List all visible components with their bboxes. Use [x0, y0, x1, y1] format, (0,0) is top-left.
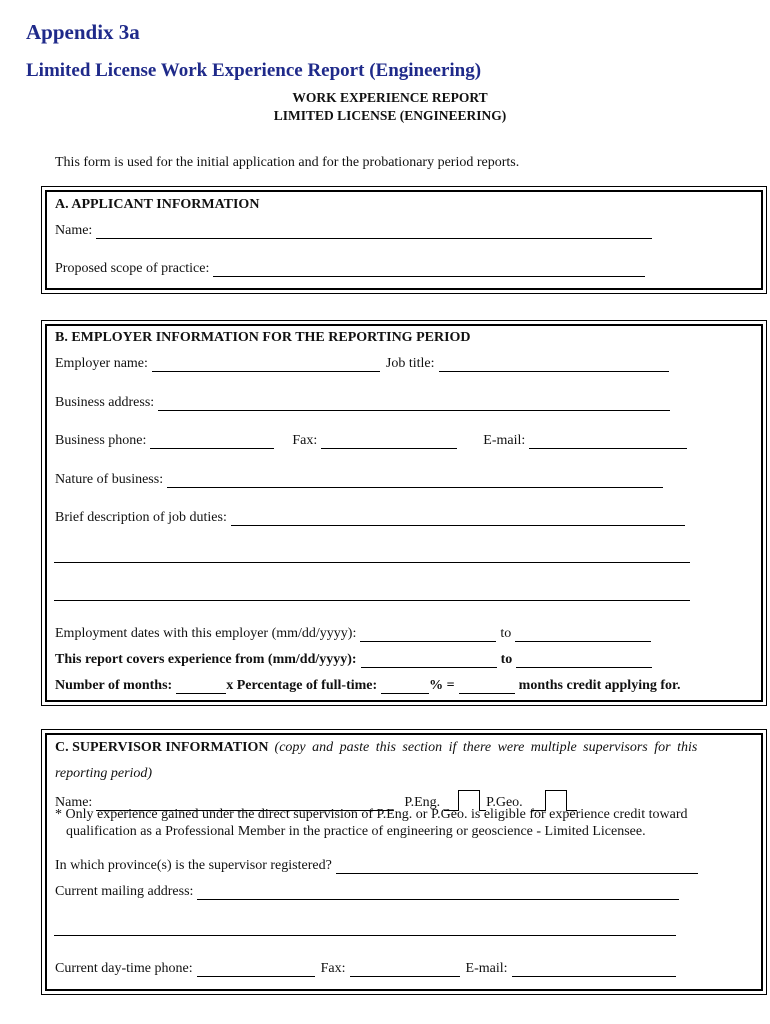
- nature-field[interactable]: [167, 473, 663, 488]
- supervisor-name-label: Name:: [55, 795, 93, 810]
- section-c-title-row: [55, 740, 697, 756]
- mailing-field[interactable]: [197, 885, 679, 900]
- peng-label: P.Eng.: [404, 795, 441, 810]
- applicant-name-label: Name:: [55, 223, 93, 238]
- section-c-title: C. SUPERVISOR INFORMATION: [55, 740, 269, 755]
- employer-name-field[interactable]: [152, 357, 380, 372]
- employment-to-label: to: [500, 626, 512, 641]
- business-email-field[interactable]: [529, 434, 687, 449]
- scope-row: [55, 261, 645, 277]
- covers-from-field[interactable]: [361, 653, 497, 668]
- duties-field-3[interactable]: [54, 600, 690, 601]
- phone-row: [55, 433, 687, 449]
- pgeo-label: P.Geo.: [486, 795, 523, 810]
- covers-to-field[interactable]: [516, 653, 652, 668]
- months-row: [55, 678, 680, 694]
- employment-from-field[interactable]: [360, 627, 496, 642]
- credit-field[interactable]: [459, 679, 515, 694]
- business-fax-field[interactable]: [321, 434, 457, 449]
- covers-to-label: to: [500, 652, 513, 667]
- nature-row: [55, 472, 663, 488]
- employment-dates-label: Employment dates with this employer (mm/dd/yyyy):: [55, 626, 357, 641]
- business-address-label: Business address:: [55, 395, 155, 410]
- covers-row: [55, 652, 652, 668]
- duties-row: [55, 510, 685, 526]
- intro-text: This form is used for the initial application and for the probationary period reports.: [55, 155, 520, 170]
- address-row: [55, 395, 670, 411]
- percentage-field[interactable]: [381, 679, 429, 694]
- employer-row: [55, 356, 669, 372]
- appendix-heading: Appendix 3a: [26, 20, 140, 44]
- job-title-field[interactable]: [439, 357, 669, 372]
- supervisor-phone-label: Current day-time phone:: [55, 961, 193, 976]
- center-title-line1: WORK EXPERIENCE REPORT: [292, 90, 488, 105]
- supervisor-fax-field[interactable]: [350, 962, 460, 977]
- covers-label: This report covers experience from (mm/dd/yyyy):: [55, 652, 357, 667]
- business-phone-label: Business phone:: [55, 433, 147, 448]
- job-title-label: Job title:: [385, 356, 435, 371]
- months-field[interactable]: [176, 679, 226, 694]
- supervisor-phone-row: [55, 961, 676, 977]
- section-c-note-line2: reporting period): [55, 766, 153, 781]
- form-title: Limited License Work Experience Report (Engineering): [26, 60, 482, 81]
- supervisor-email-label: E-mail:: [465, 961, 508, 976]
- section-c-note: (copy and paste this section if there were multiple supervisors for this: [274, 740, 698, 755]
- supervisor-fax-label: Fax:: [320, 961, 346, 976]
- percentage-equals: % =: [429, 678, 455, 693]
- center-title-line2: LIMITED LICENSE (ENGINEERING): [273, 108, 507, 123]
- duties-label: Brief description of job duties:: [55, 510, 227, 525]
- applicant-name-row: [55, 223, 652, 239]
- nature-label: Nature of business:: [55, 472, 164, 487]
- business-phone-field[interactable]: [150, 434, 274, 449]
- province-row: [55, 858, 698, 874]
- supervisor-phone-field[interactable]: [197, 962, 315, 977]
- supervisor-email-field[interactable]: [512, 962, 676, 977]
- mailing-label: Current mailing address:: [55, 884, 194, 899]
- business-fax-label: Fax:: [292, 433, 318, 448]
- section-b-title: B. EMPLOYER INFORMATION FOR THE REPORTING PERIOD: [55, 330, 471, 345]
- business-address-field[interactable]: [158, 396, 670, 411]
- employment-dates-row: [55, 626, 651, 642]
- province-field[interactable]: [336, 859, 698, 874]
- mailing-field-2[interactable]: [54, 935, 676, 936]
- employer-name-label: Employer name:: [55, 356, 148, 371]
- credit-label: months credit applying for.: [518, 678, 681, 693]
- percentage-label: x Percentage of full-time:: [226, 678, 378, 693]
- supervision-note-line1: * Only experience gained under the direct supervision of P.Eng. or P.Geo. is eligible for experience credit toward: [55, 807, 688, 822]
- scope-field[interactable]: [213, 262, 645, 277]
- months-label: Number of months:: [55, 678, 173, 693]
- applicant-name-field[interactable]: [96, 224, 652, 239]
- business-email-label: E-mail:: [483, 433, 526, 448]
- mailing-row: [55, 884, 679, 900]
- scope-label: Proposed scope of practice:: [55, 261, 210, 276]
- employment-to-field[interactable]: [515, 627, 651, 642]
- duties-field-2[interactable]: [54, 562, 690, 563]
- section-a-title: A. APPLICANT INFORMATION: [55, 197, 260, 212]
- province-label: In which province(s) is the supervisor registered?: [55, 858, 332, 873]
- supervision-note-line2: qualification as a Professional Member in the practice of engineering or geoscience - Limited Licensee.: [66, 824, 646, 839]
- duties-field-1[interactable]: [231, 511, 685, 526]
